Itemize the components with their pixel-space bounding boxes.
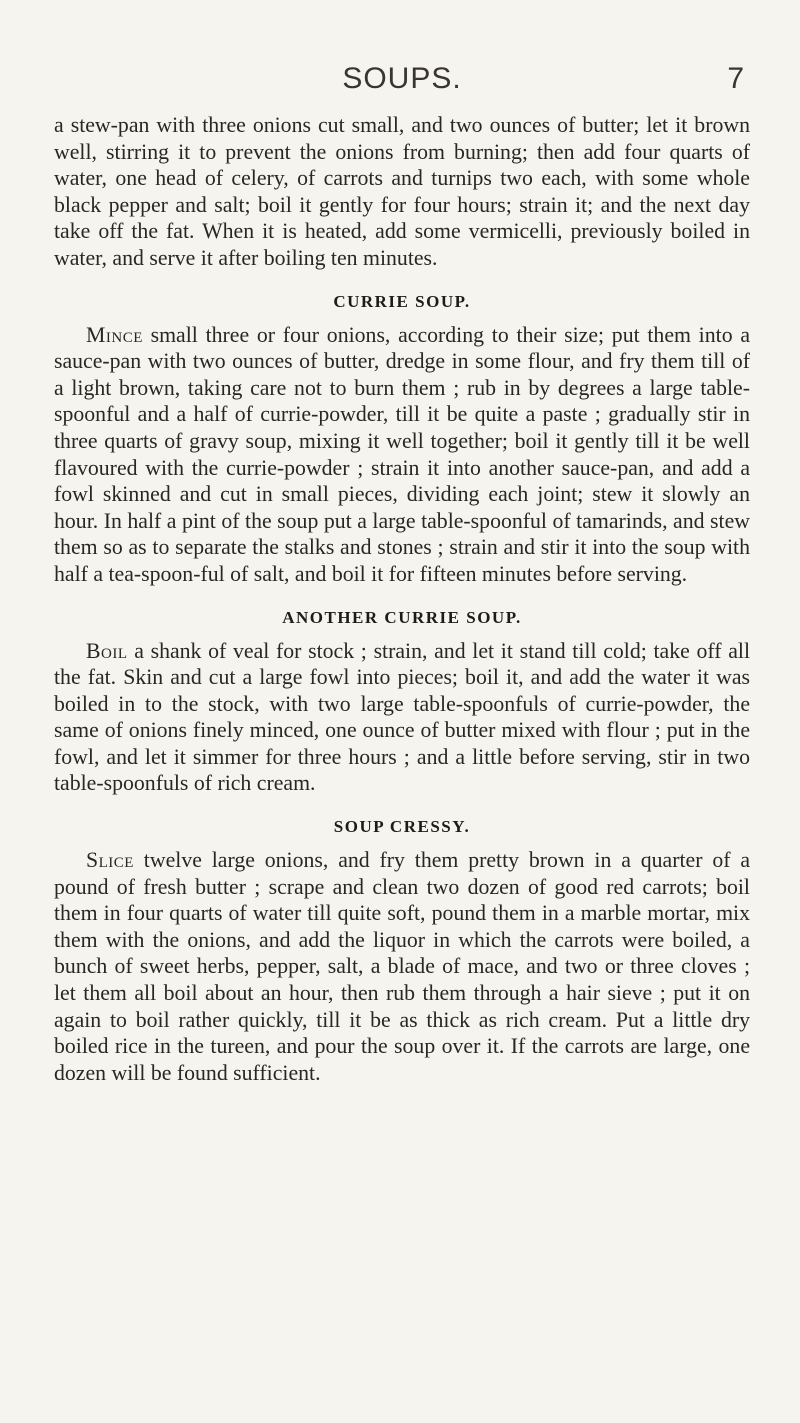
lead-word: Boil [86, 638, 128, 663]
recipe-text: small three or four onions, according to their size; put them into a sauce-pan with two ounces of butter, dredge in some flour, and fry them till of a light brown, taking care not to burn them ; rub in by degrees a large table-spoonful and a half of currie-powder, till it be quite a paste ; gradually stir in three quarts of gravy soup, mixing it well together; boil it gently till it be well flavoured with the currie-powder ; strain it into another sauce-pan, and add a fowl skinned and cut in small pieces, dividing each joint; stew it slowly an hour. In half a pint of the soup put a large table-spoonful of tamarinds, and stew them so as to separate the stalks and stones ; strain and stir it into the soup with half a tea-spoon-ful of salt, and boil it for fifteen minutes before serving. [54, 322, 750, 586]
running-head [54, 52, 750, 112]
recipe-another-currie-soup [54, 608, 750, 798]
recipe-heading: ANOTHER CURRIE SOUP. [282, 607, 522, 627]
lead-word: Mince [86, 322, 143, 347]
page-number: 7 [727, 62, 744, 95]
recipe-paragraph [54, 638, 750, 798]
running-title: SOUPS. [342, 62, 462, 95]
recipe-paragraph [54, 847, 750, 1086]
recipe-soup-cressy [54, 817, 750, 1086]
recipe-text: twelve large onions, and fry them pretty brown in a quarter of a pound of fresh butter ; scrape and clean two dozen of good red carrots; boil them in four quarts of water till quite soft, pound them in a marble mortar, mix them with the onions, and add the liquor in which the carrots were boiled, a bunch of sweet herbs, pepper, salt, a blade of mace, and two or three cloves ; let them all boil about an hour, then rub them through a hair sieve ; put it on again to boil rather quickly, till it be as thick as rich cream. Put a little dry boiled rice in the tureen, and pour the soup over it. If the carrots are large, one dozen will be found sufficient. [54, 848, 750, 1085]
body-text [54, 112, 750, 1086]
continuation-paragraph: a stew-pan with three onions cut small, and two ounces of butter; let it brown well, stirring it to prevent the onions from burning; then add four quarts of water, one head of celery, of carrots and turnips two each, with some whole black pepper and salt; boil it gently for four hours; strain it; and the next day take off the fat. When it is heated, add some vermicelli, previously boiled in water, and serve it after boiling ten minutes. [54, 113, 750, 270]
recipe-heading: SOUP CRESSY. [333, 817, 471, 837]
recipe-currie-soup [54, 292, 750, 588]
recipe-heading: CURRIE SOUP. [333, 291, 471, 311]
recipe-text: a shank of veal for stock ; strain, and let it stand till cold; take off all the fat. Skin and cut a large fowl into pieces; boil it, and add the water it was boiled in to the stock, with two large table-spoonfuls of currie-powder, the same of onions finely minced, one ounce of butter mixed with flour ; put in the fowl, and let it simmer for three hours ; and a little before serving, stir in two table-spoonfuls of rich cream. [54, 638, 750, 796]
recipe-paragraph [54, 322, 750, 588]
lead-word: Slice [86, 848, 134, 873]
